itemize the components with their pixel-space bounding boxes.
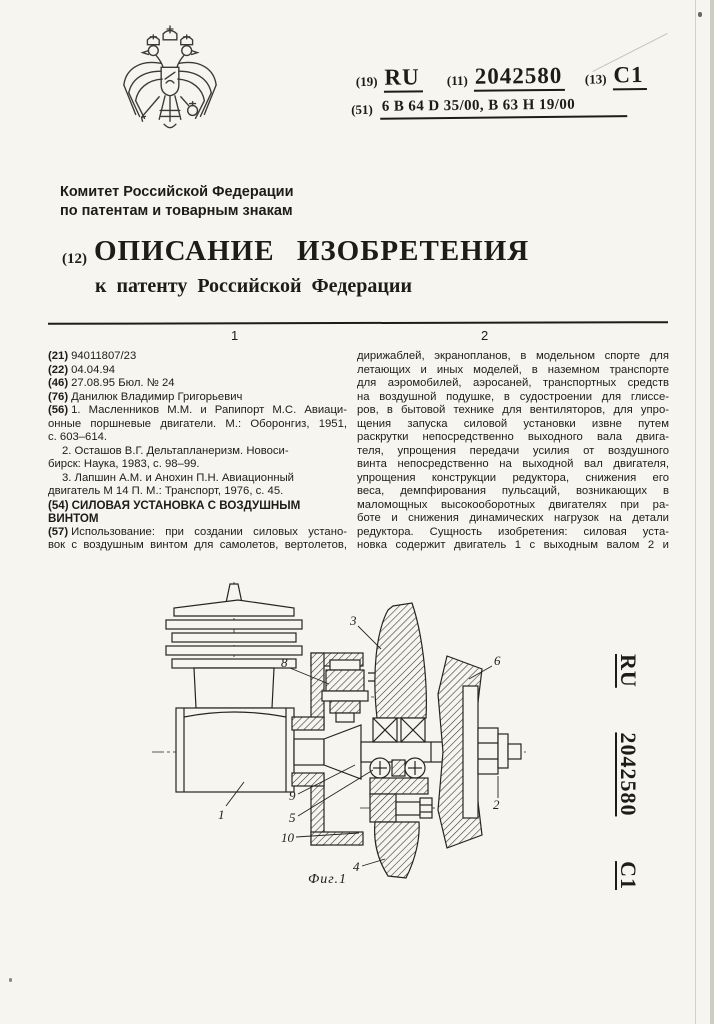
propeller-blade-top	[375, 603, 426, 718]
abstract-column	[357, 350, 669, 553]
biblio-line: (76) Данилюк Владимир Григорьевич	[48, 390, 243, 403]
code-country	[356, 65, 423, 93]
hub-and-bolt	[370, 778, 432, 822]
bibliographic-column	[48, 350, 347, 553]
abstract-line: винта непосредственно на выходной вал двигателя,	[357, 458, 669, 470]
code-number-label: (11)	[446, 72, 468, 89]
roller-bearings	[373, 718, 425, 742]
output-shaft	[294, 739, 324, 765]
figure-caption: Фиг.1	[308, 872, 348, 887]
abstract-line: на воздушной подушке, в судостроении для глиссе-	[357, 390, 669, 403]
code-kind	[585, 63, 647, 91]
page-title: ОПИСАНИЕ ИЗОБРЕТЕНИЯ	[94, 235, 530, 267]
column-rule	[48, 321, 668, 325]
shaft-nut	[478, 728, 521, 774]
ipc-value: 6 B 64 D 35/00, B 63 H 19/00	[380, 96, 628, 120]
patent-office-name	[60, 183, 294, 220]
column-number-right: 2	[481, 328, 489, 343]
biblio-line: с. 603–614.	[48, 431, 108, 443]
abstract-line: раскрутки непосредственно выходного вала двига-	[357, 431, 669, 443]
hub-back-plate	[438, 656, 482, 848]
office-line-2: по патентам и товарным знакам	[60, 202, 293, 219]
part-label-housing: 10	[281, 830, 294, 845]
header-codes	[0, 0, 714, 118]
part-label-gear: 8	[281, 655, 288, 670]
biblio-line: (46) 27.08.95 Бюл. № 24	[48, 377, 175, 389]
abstract-line: маломощных высокооборотных двигателях при ра-	[357, 498, 669, 511]
abstract-line: редуктора. Сущность изобретения: силовая уста-	[357, 525, 669, 538]
abstract-line: теля, упрощения передачи усилия от воздушного	[357, 444, 669, 457]
ipc-classification	[351, 96, 627, 120]
code-number-value: 2042580	[474, 64, 566, 92]
part-label-hub-plate: 6	[494, 653, 501, 668]
ball-bearings	[370, 758, 425, 778]
invention-title-line: (54) СИЛОВАЯ УСТАНОВКА С ВОЗДУШНЫМ	[48, 498, 301, 512]
margin-number: 2042580	[616, 732, 641, 817]
office-line-1: Комитет Российской Федерации	[60, 184, 294, 200]
code-kind-label: (13)	[584, 71, 607, 87]
scan-speck	[698, 12, 702, 17]
margin-country: RU	[616, 654, 641, 688]
abstract-line: новка содержит двигатель 1 с выходным валом 2 и	[357, 539, 669, 551]
ipc-label: (51)	[351, 101, 373, 118]
scan-edge-line	[695, 0, 696, 1024]
abstract-line: для аэромобилей, аэросаней, транспортных средств	[357, 377, 669, 389]
scan-speck	[9, 978, 12, 982]
abstract-line: веса, демпфирования пульсаций, возникающих в	[357, 485, 669, 497]
biblio-line: онные поршневые двигатели. М.: Оборонгиз, 1951,	[48, 417, 347, 430]
part-label-blade-bottom: 4	[353, 859, 360, 874]
biblio-line: двигатель М 14 П. М.: Транспорт, 1976, с. 45.	[48, 485, 284, 497]
scan-edge-strip	[710, 0, 714, 1024]
invention-title-line: ВИНТОМ	[48, 512, 99, 525]
part-label-shaft-end: 2	[493, 797, 500, 812]
figure-1-drawing	[146, 576, 560, 898]
page-subtitle: к патенту Российской Федерации	[95, 275, 412, 297]
margin-patent-id	[613, 654, 643, 890]
abstract-line: упрощения конструкции редуктора, снижения его	[357, 471, 669, 484]
biblio-line: (22) 04.04.94	[48, 363, 116, 376]
propeller-blade-bottom	[375, 822, 420, 878]
russia-coat-of-arms-icon	[116, 22, 224, 144]
abstract-line: боте и снижения динамических нагрузок на детали	[357, 512, 669, 524]
biblio-line: 2. Осташов В.Г. Дельтапланеризм. Новоси-	[62, 444, 289, 457]
code-number	[447, 64, 566, 92]
margin-kind: C1	[616, 861, 641, 890]
abstract-line: ров, в бытовой технике для вентиляторов, для упро-	[357, 404, 669, 416]
abstract-line: (57) Использование: при создании силовых устано-	[48, 525, 347, 538]
abstract-line: вок с воздушным винтом для самолетов, вертолетов,	[48, 539, 347, 551]
part-label-bearing: 5	[289, 810, 296, 825]
code-country-value: RU	[383, 65, 423, 92]
abstract-line: дирижаблей, экранопланов, в модельном спорте для	[357, 350, 669, 362]
part-label-engine: 1	[218, 807, 225, 822]
abstract-line: щения запуска силовой установки извне путем	[357, 417, 669, 430]
part-label-blade-top: 3	[350, 613, 357, 628]
part-label-sleeve: 9	[289, 788, 296, 803]
biblio-line: бирск: Наука, 1983, с. 98–99.	[48, 458, 200, 470]
biblio-line: (56) 1. Масленников М.М. и Рапипорт М.С. Авиаци-	[48, 404, 347, 416]
abstract-line: летающих и иных моделей, в наземном транспорте	[357, 363, 669, 376]
engine-cylinder	[166, 584, 302, 792]
biblio-line: 3. Лапшин А.М. и Анохин П.Н. Авиационный	[62, 471, 294, 484]
code-kind-value: C1	[612, 63, 646, 90]
column-number-left: 1	[231, 328, 239, 343]
code-country-label: (19)	[355, 73, 378, 90]
biblio-line: (21) 94011807/23	[48, 350, 137, 362]
doc-kind-code: (12)	[62, 251, 87, 267]
